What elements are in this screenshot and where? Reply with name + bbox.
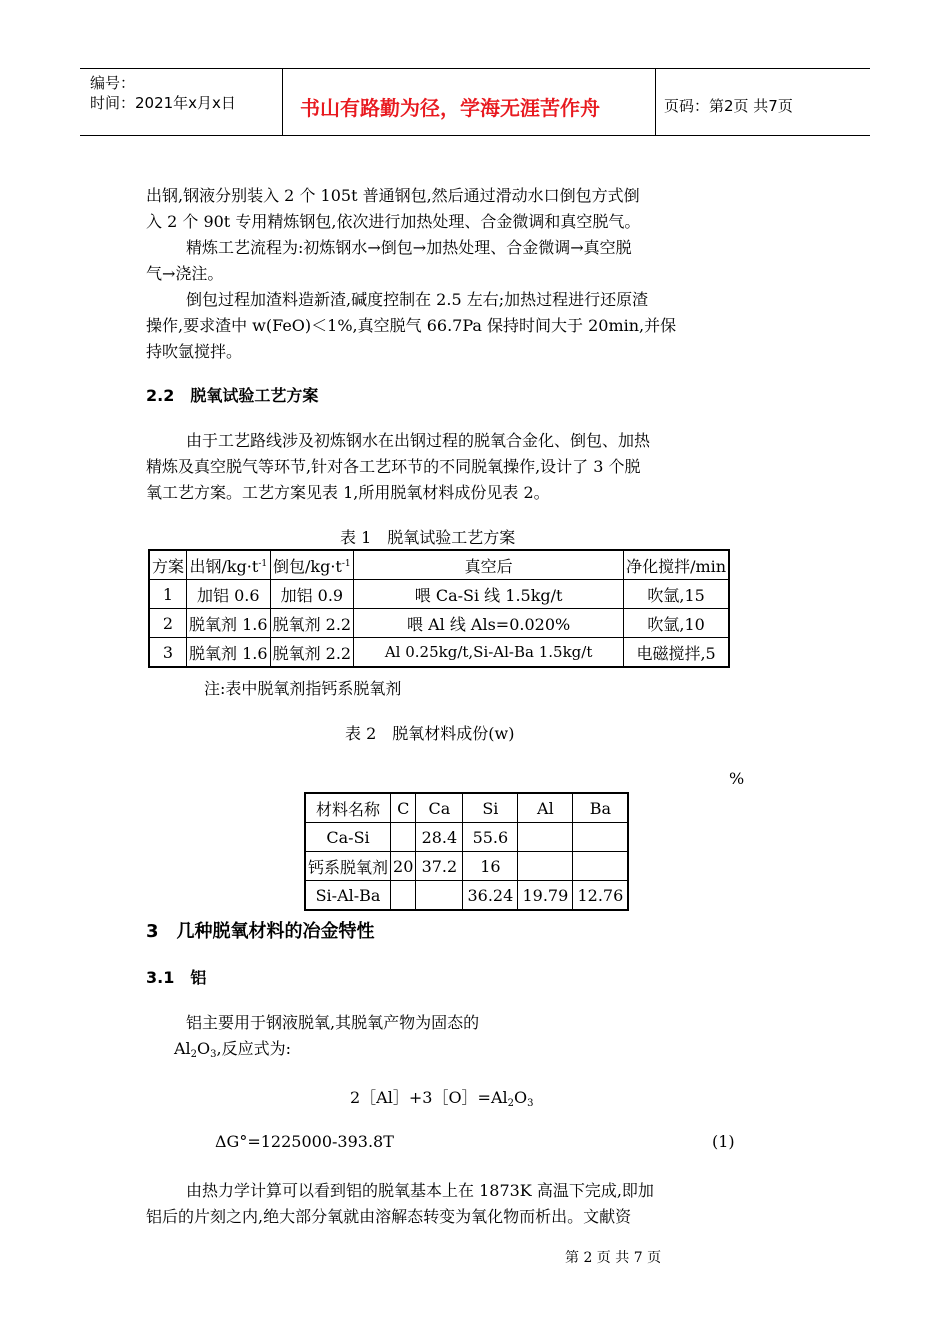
table-cell: 55.6 bbox=[463, 823, 518, 852]
formula-text: O bbox=[197, 1039, 211, 1058]
table-row bbox=[305, 852, 628, 881]
table1-caption: 表 1 脱氧试验工艺方案 bbox=[340, 528, 516, 547]
table-cell: 19.79 bbox=[518, 881, 573, 911]
table-row bbox=[149, 609, 729, 638]
text-line: 持吹氩搅拌。 bbox=[146, 342, 243, 361]
equation-text: O bbox=[514, 1088, 528, 1107]
section-heading-2-2: 2.2 脱氧试验工艺方案 bbox=[146, 386, 319, 405]
table-cell: 吹氩,10 bbox=[624, 609, 730, 638]
table-cell: 脱氧剂 2.2 bbox=[270, 638, 354, 668]
header-superscript: -1 bbox=[258, 558, 268, 569]
table-cell bbox=[518, 823, 573, 852]
table-cell: 2 bbox=[149, 609, 187, 638]
table-cell bbox=[391, 823, 416, 852]
table-cell: 喂 Al 线 Als=0.020% bbox=[354, 609, 624, 638]
table-cell: 脱氧剂 1.6 bbox=[187, 638, 271, 668]
section-heading-3-1: 3.1 铝 bbox=[146, 968, 207, 987]
paragraph-steel-tapping bbox=[146, 183, 746, 365]
table-header-cell: 材料名称 bbox=[305, 793, 391, 823]
paragraph-thermodynamics bbox=[146, 1178, 746, 1230]
table-header-cell: 真空后 bbox=[354, 550, 624, 580]
table-cell: 3 bbox=[149, 638, 187, 668]
text-line bbox=[146, 1036, 746, 1068]
table-cell: 脱氧剂 2.2 bbox=[270, 609, 354, 638]
table-cell: 钙系脱氧剂 bbox=[305, 852, 391, 881]
header-superscript: -1 bbox=[341, 558, 351, 569]
table-header-cell: 净化搅拌/min bbox=[624, 550, 730, 580]
text-line: 操作,要求渣中 w(FeO)＜1%,真空脱气 66.7Pa 保持时间大于 20min,并保 bbox=[146, 316, 677, 335]
paragraph-aluminium bbox=[146, 1010, 746, 1068]
header-divider-left bbox=[282, 68, 283, 135]
table-cell: 12.76 bbox=[573, 881, 629, 911]
text-line: 氧工艺方案。工艺方案见表 1,所用脱氧材料成份见表 2。 bbox=[146, 483, 550, 502]
header-page-label: 页码：第2页 共7页 bbox=[664, 97, 793, 115]
header-text: 倒包/kg·t bbox=[273, 556, 342, 576]
table-row bbox=[149, 580, 729, 609]
table-header-cell: Ba bbox=[573, 793, 629, 823]
table-cell bbox=[416, 881, 463, 911]
table-header-cell: C bbox=[391, 793, 416, 823]
text-line: 入 2 个 90t 专用精炼钢包,依次进行加热处理、合金微调和真空脱气。 bbox=[146, 212, 641, 231]
table2-caption: 表 2 脱氧材料成份(w) bbox=[345, 724, 515, 743]
equation-subscript: 3 bbox=[527, 1098, 534, 1109]
text-line: 铝后的片刻之内,绝大部分氧就由溶解态转变为氧化物而析出。文献资 bbox=[146, 1207, 632, 1226]
table-cell: 加铝 0.9 bbox=[270, 580, 354, 609]
equation-text: 2［Al］+3［O］=Al bbox=[350, 1088, 508, 1107]
table-cell: Si-Al-Ba bbox=[305, 881, 391, 911]
formula-subscript: 2 bbox=[190, 1049, 198, 1060]
text-line: 出钢,钢液分别装入 2 个 105t 普通钢包,然后通过滑动水口倒包方式倒 bbox=[146, 186, 640, 205]
table-header-cell bbox=[270, 550, 354, 580]
table1-note: 注:表中脱氧剂指钙系脱氧剂 bbox=[204, 679, 402, 698]
formula-subscript: 3 bbox=[210, 1049, 217, 1060]
header-text: 出钢/kg·t bbox=[189, 556, 259, 576]
table-cell: 电磁搅拌,5 bbox=[624, 638, 730, 668]
paragraph-deoxidation-plan bbox=[146, 428, 746, 506]
table-header-row bbox=[149, 550, 729, 580]
table-header-cell: Ca bbox=[416, 793, 463, 823]
formula-text: ,反应式为: bbox=[216, 1039, 292, 1058]
table-cell: 20 bbox=[391, 852, 416, 881]
gibbs-equation: ΔG°=1225000-393.8T bbox=[215, 1132, 394, 1151]
table-cell: 36.24 bbox=[463, 881, 518, 911]
table-cell bbox=[573, 852, 629, 881]
text-line: 气→浇注。 bbox=[146, 264, 224, 283]
table-cell: 喂 Ca-Si 线 1.5kg/t bbox=[354, 580, 624, 609]
footer-page-number: 第 2 页 共 7 页 bbox=[565, 1250, 662, 1266]
text-line: 倒包过程加渣料造新渣,碱度控制在 2.5 左右;加热过程进行还原渣 bbox=[186, 290, 649, 309]
table-cell: 吹氩,15 bbox=[624, 580, 730, 609]
table-row bbox=[305, 881, 628, 911]
table-header-cell: 方案 bbox=[149, 550, 187, 580]
text-line: 精炼工艺流程为:初炼钢水→倒包→加热处理、合金微调→真空脱 bbox=[186, 238, 632, 257]
table-cell bbox=[391, 881, 416, 911]
table-row bbox=[149, 638, 729, 668]
header-divider-right bbox=[655, 68, 656, 135]
table-cell: 28.4 bbox=[416, 823, 463, 852]
table-cell: 37.2 bbox=[416, 852, 463, 881]
header-number-label: 编号： bbox=[90, 74, 136, 92]
table-header-row bbox=[305, 793, 628, 823]
equation-number: (1) bbox=[712, 1132, 735, 1151]
table2-unit: % bbox=[729, 769, 745, 788]
text-line: 铝主要用于钢液脱氧,其脱氧产物为固态的 bbox=[186, 1013, 480, 1032]
table-cell: Al 0.25kg/t,Si-Al-Ba 1.5kg/t bbox=[354, 638, 624, 668]
table1 bbox=[148, 549, 730, 668]
equation-subscript: 2 bbox=[507, 1098, 515, 1109]
table-cell: 加铝 0.6 bbox=[187, 580, 271, 609]
text-line: 由热力学计算可以看到铝的脱氧基本上在 1873K 高温下完成,即加 bbox=[186, 1181, 654, 1200]
table-cell: Ca-Si bbox=[305, 823, 391, 852]
section-heading-3: 3 几种脱氧材料的冶金特性 bbox=[146, 921, 375, 942]
table-cell bbox=[573, 823, 629, 852]
table2 bbox=[304, 792, 629, 911]
table-header-cell: Al bbox=[518, 793, 573, 823]
table-cell: 16 bbox=[463, 852, 518, 881]
table-cell bbox=[518, 852, 573, 881]
header-motto: 书山有路勤为径，学海无涯苦作舟 bbox=[300, 96, 600, 120]
header-time-label: 时间：2021年x月x日 bbox=[90, 94, 236, 112]
header-top-rule bbox=[80, 68, 870, 69]
formula-text: Al bbox=[174, 1039, 191, 1058]
table-row bbox=[305, 823, 628, 852]
text-line: 精炼及真空脱气等环节,针对各工艺环节的不同脱氧操作,设计了 3 个脱 bbox=[146, 457, 641, 476]
table-header-cell: Si bbox=[463, 793, 518, 823]
header-bottom-rule bbox=[80, 135, 870, 136]
table-cell: 脱氧剂 1.6 bbox=[187, 609, 271, 638]
table-header-cell bbox=[187, 550, 271, 580]
table-cell: 1 bbox=[149, 580, 187, 609]
text-line: 由于工艺路线涉及初炼钢水在出钢过程的脱氧合金化、倒包、加热 bbox=[186, 431, 651, 450]
reaction-equation bbox=[350, 1085, 534, 1109]
